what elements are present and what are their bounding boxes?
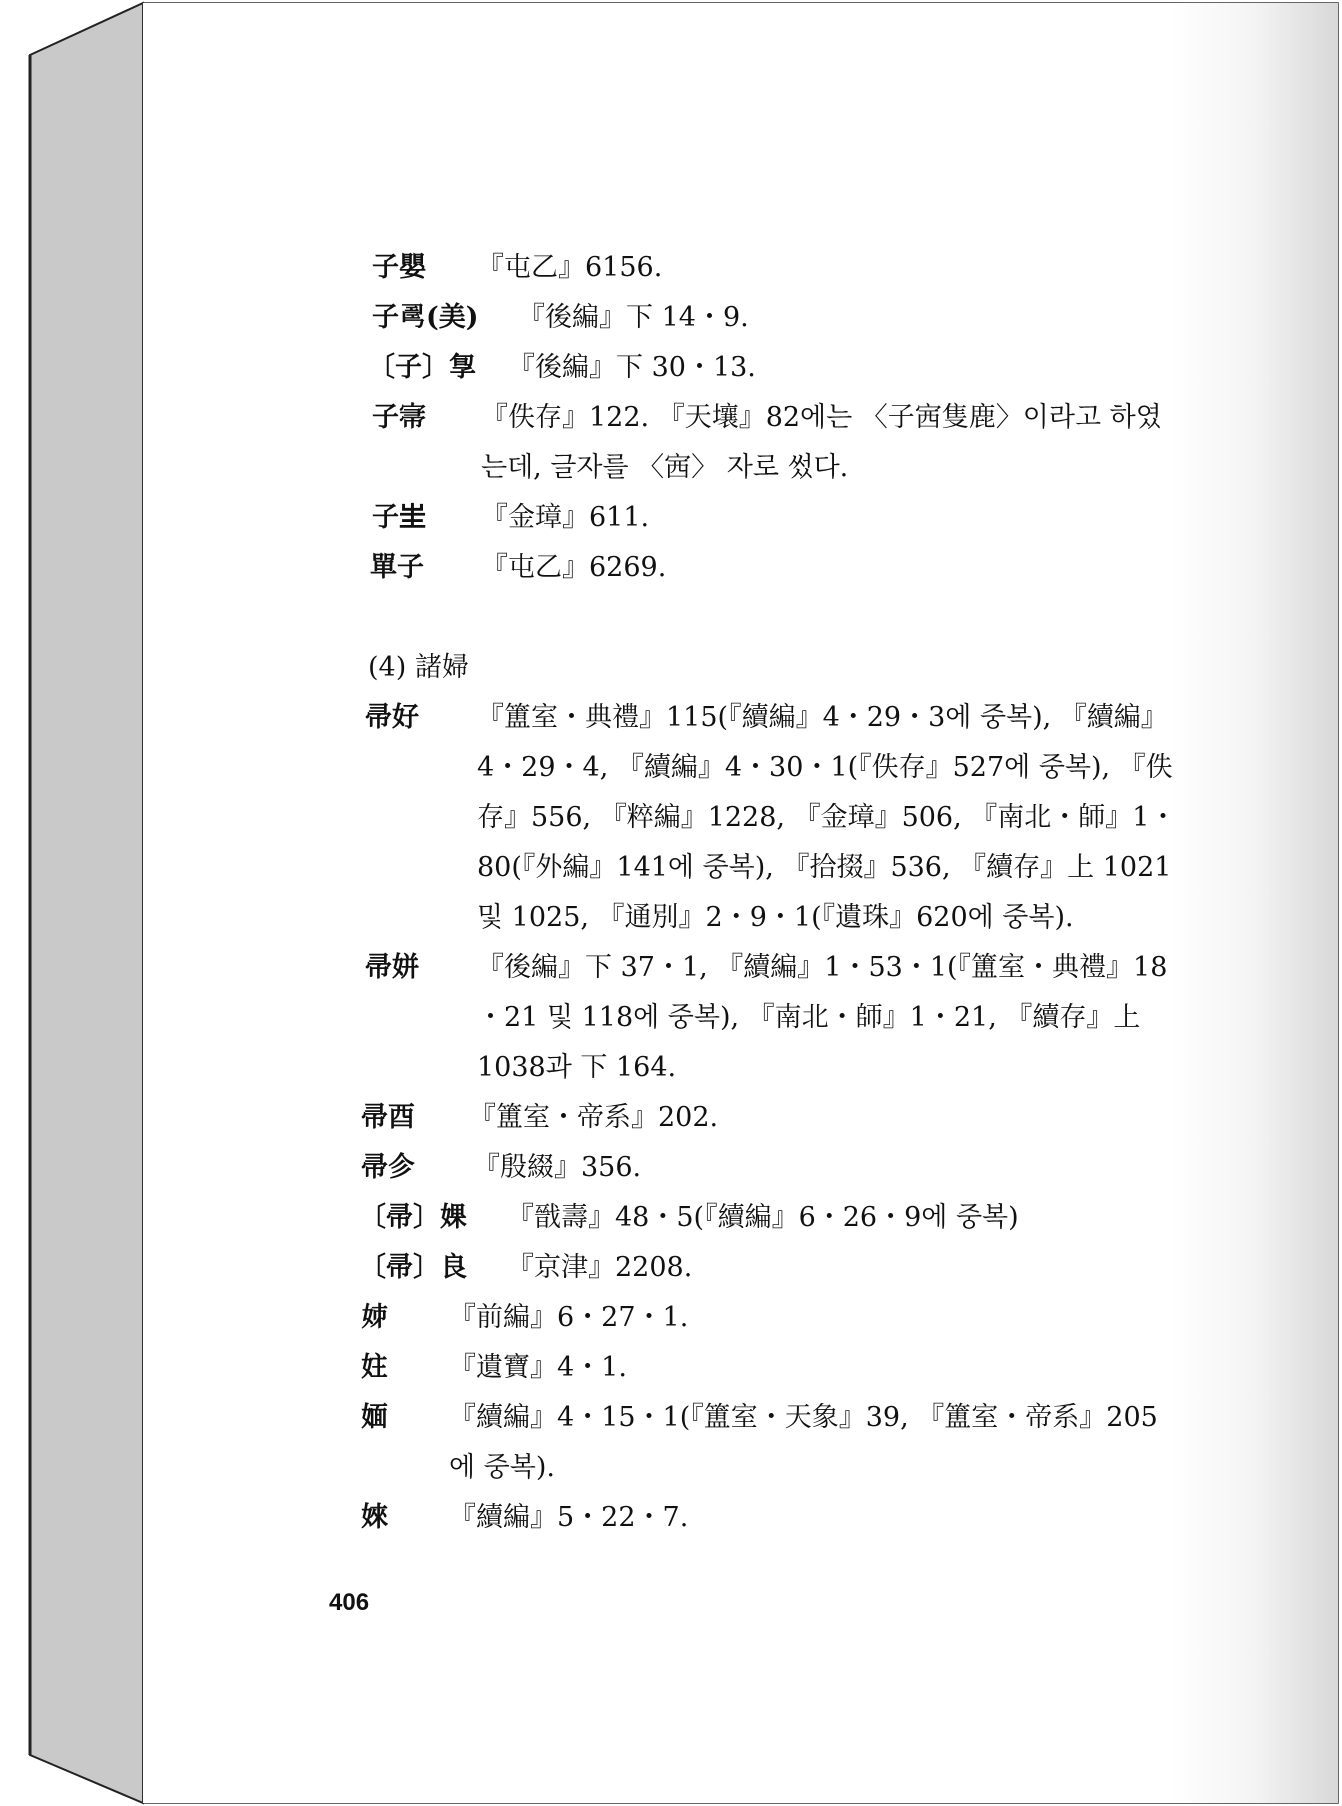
entry-head: 帚好 (365, 702, 419, 733)
entry-head: 〔帚〕良 (359, 1252, 467, 1283)
entry-text: 『屯乙』6269. (481, 552, 667, 583)
entry-text: 『戩壽』48・5(『續編』6・26・9에 중복) (507, 1202, 1019, 1233)
entry-text: 『簠室・帝系』202. (469, 1102, 719, 1133)
entry-text: 『遺寶』4・1. (449, 1352, 627, 1383)
entry-text: 『屯乙』6156. (477, 252, 663, 283)
entry-head: 子𡨦 (372, 402, 426, 433)
book-spine-side (30, 3, 143, 1803)
entry-text-continued: 存』556, 『粹編』1228, 『金璋』506, 『南北・師』1・ (477, 802, 1177, 833)
entry-text-continued: 는데, 글자를 〈𡧳〉 자로 썼다. (481, 452, 849, 483)
page (143, 3, 1338, 1803)
entry-text: 『續編』5・22・7. (449, 1502, 689, 1533)
entry-text: 『佚存』122. 『天壤』82에는 〈子𡧳隻鹿〉이라고 하였 (481, 402, 1162, 433)
page-number: 406 (329, 1589, 370, 1616)
section-heading: (4) 諸婦 (368, 652, 469, 683)
entry-head: 帚酉 (361, 1102, 415, 1133)
entry-text-continued: 에 중복). (449, 1452, 555, 1483)
entry-text-continued: 및 1025, 『通別』2・9・1(『遺珠』620에 중복). (477, 902, 1074, 933)
entry-head: 媔 (361, 1402, 388, 1433)
entry-text: 『前編』6・27・1. (449, 1302, 689, 1333)
entry-head: 子嬰 (372, 252, 426, 283)
entry-text: 『後編』下 14・9. (518, 302, 749, 333)
entry-head: 帚㐱 (361, 1152, 415, 1183)
entry-head: 〔帚〕婐 (359, 1202, 467, 1233)
entry-text: 『簠室・典禮』115(『續編』4・29・3에 중복), 『續編』 (477, 702, 1168, 733)
entry-text-continued: ・21 및 118에 중복), 『南北・師』1・21, 『續存』上 (477, 1002, 1141, 1033)
entry-head: 帚姘 (365, 952, 419, 983)
entry-text: 『後編』下 30・13. (508, 352, 756, 383)
entry-head: 𡛷 (361, 1302, 388, 1333)
entry-head: 婡 (361, 1502, 388, 1533)
entry-text: 『續編』4・15・1(『簠室・天象』39, 『簠室・帝系』205 (449, 1402, 1158, 1433)
entry-text: 『後編』下 37・1, 『續編』1・53・1(『簠室・典禮』18 (477, 952, 1168, 983)
entry-head: 子𢏚(美) (372, 302, 479, 333)
entry-text: 『京津』2208. (507, 1252, 693, 1283)
entry-text-continued: 4・29・4, 『續編』4・30・1(『佚存』527에 중복), 『佚 (477, 752, 1173, 783)
entry-head: 〔子〕㝁 (368, 352, 476, 383)
entry-text: 『金璋』611. (481, 502, 650, 533)
entry-head: 單子 (370, 552, 424, 583)
entry-text-continued: 80(『外編』141에 중복), 『拾掇』536, 『續存』上 1021 (477, 852, 1172, 883)
entry-text: 『殷綴』356. (473, 1152, 642, 1183)
entry-head: 子𡉚 (372, 502, 426, 533)
entry-text-continued: 1038과 下 164. (477, 1052, 677, 1083)
entry-head: 妵 (361, 1352, 388, 1383)
